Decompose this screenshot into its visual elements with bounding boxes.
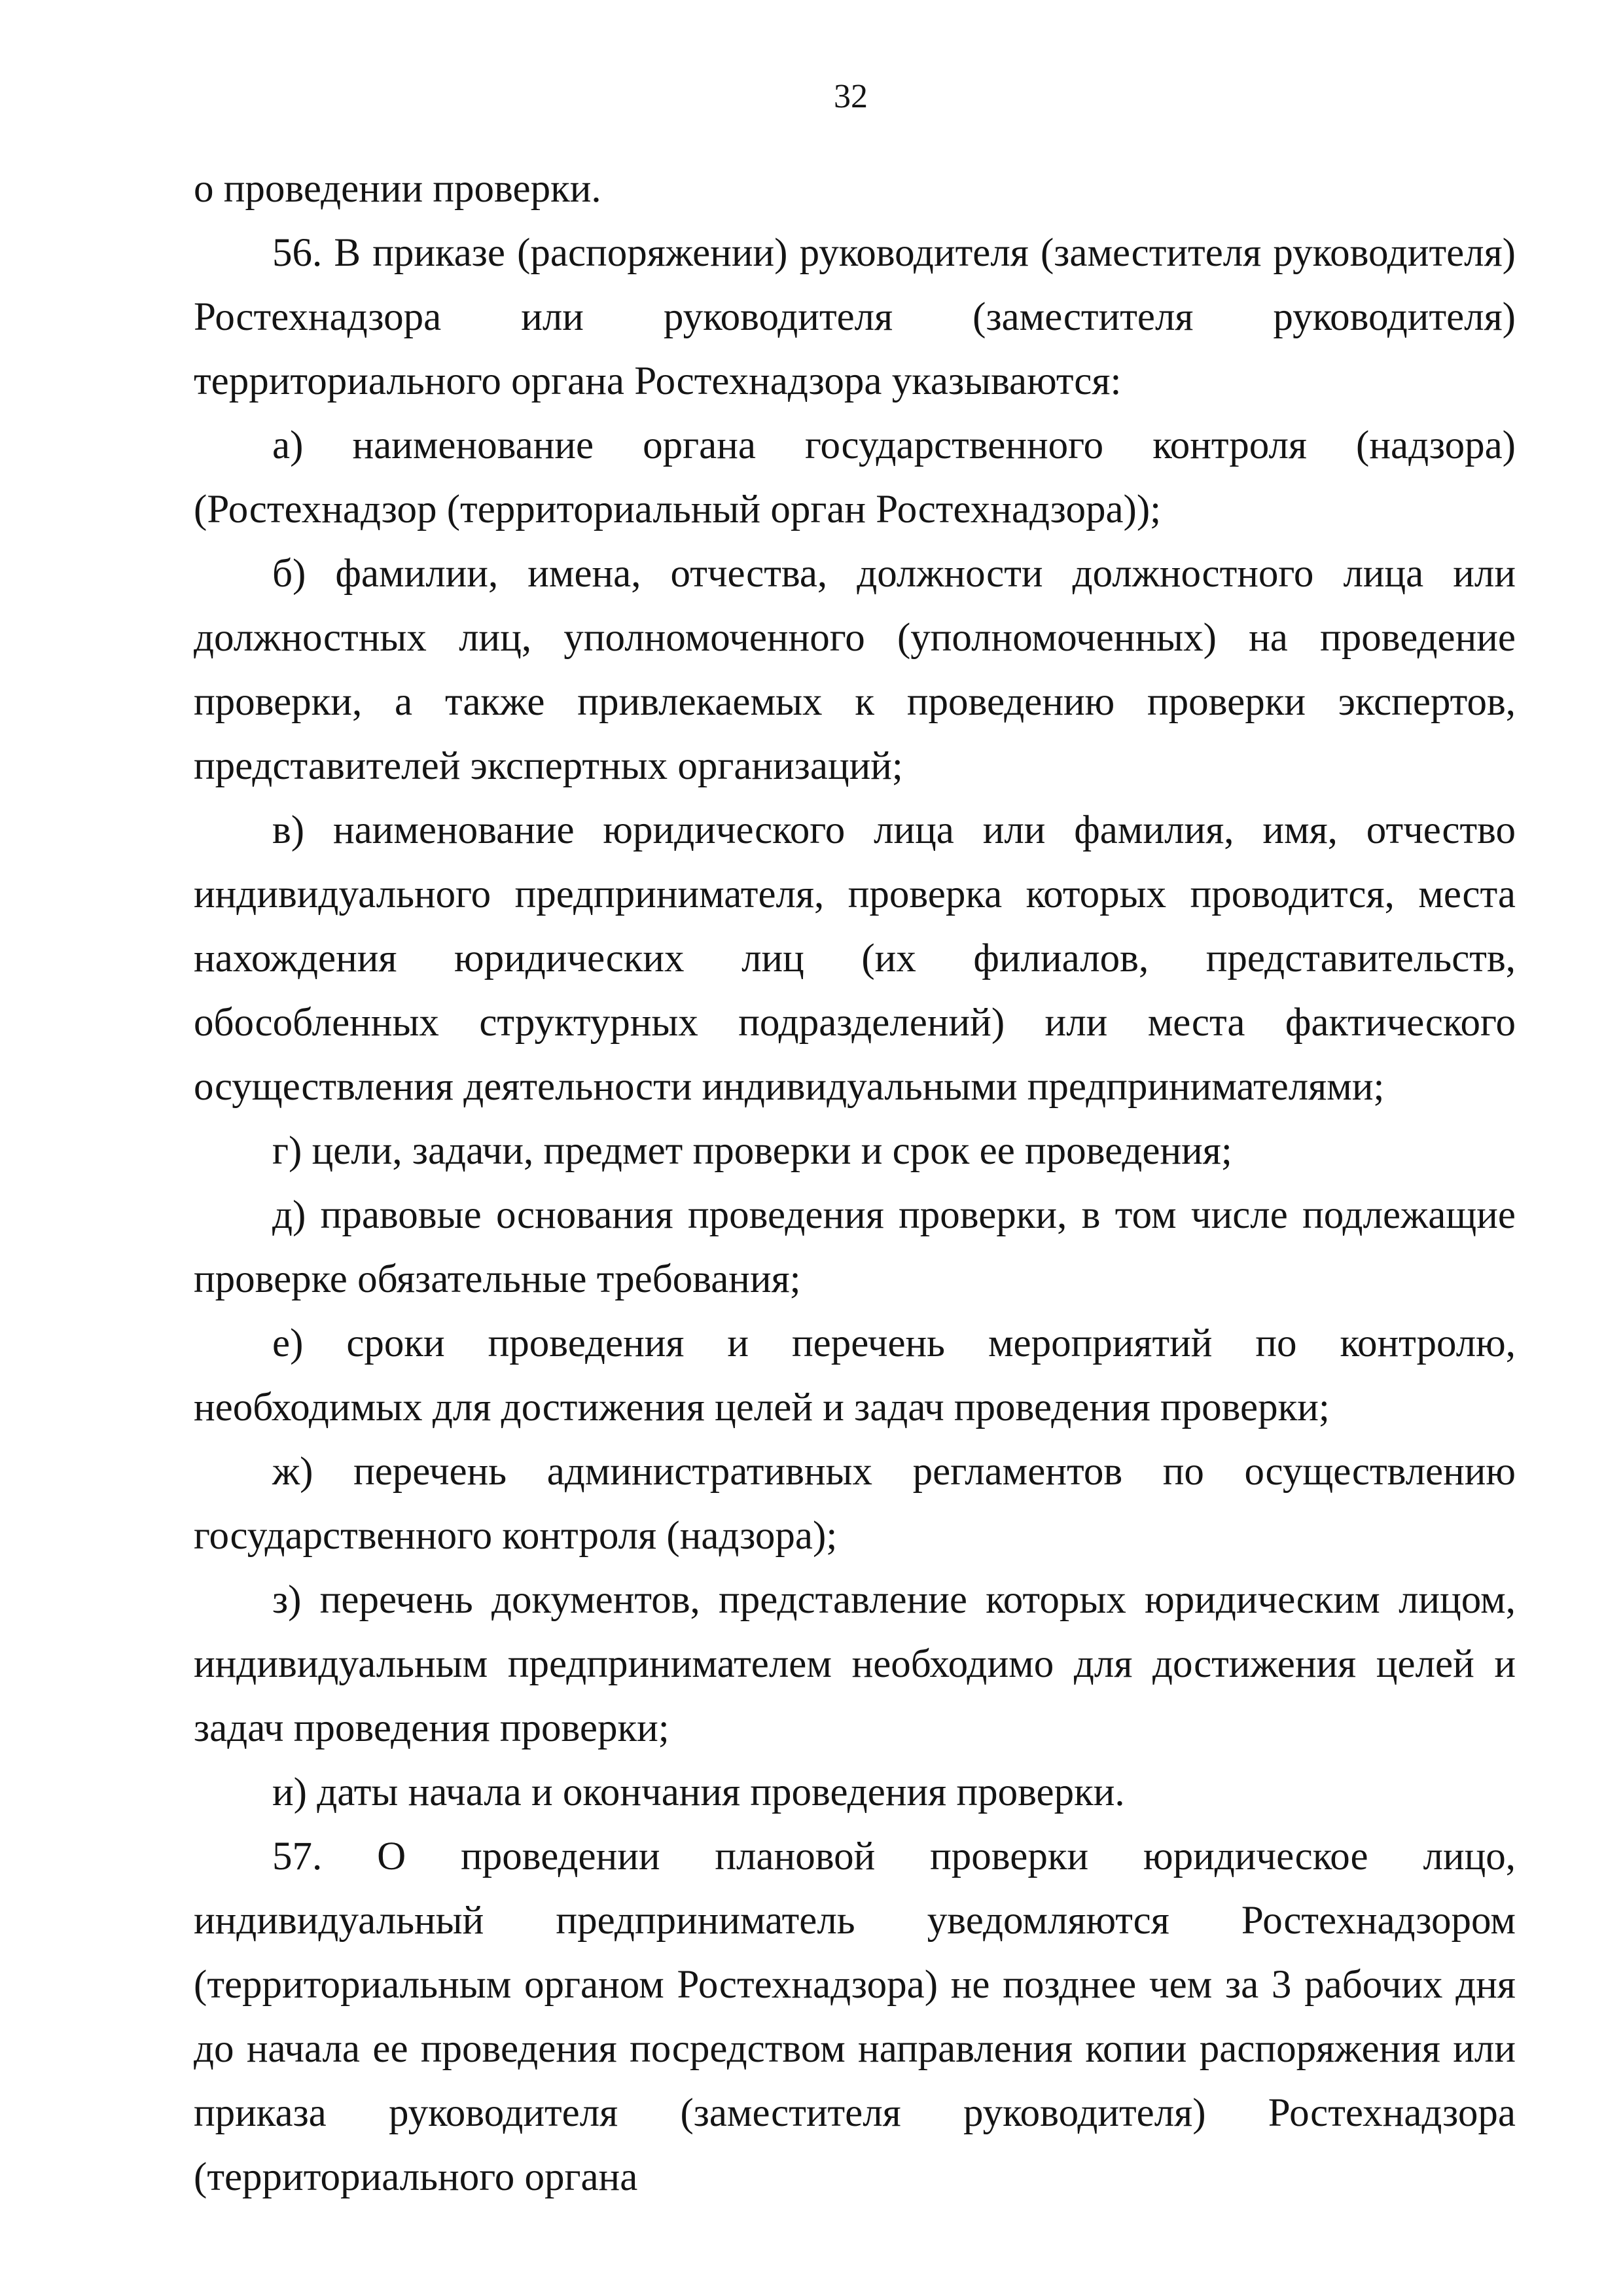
document-body: [194, 157, 1516, 2210]
list-item-d: д) правовые основания проведения проверки, в том числе подлежащие проверке обязательные требования;: [194, 1193, 1516, 1301]
paragraph-57: 57. О проведении плановой проверки юридическое лицо, индивидуальный предприниматель уведомляются Ростехнадзором (территориальным органом Ростехнадзора) не позднее чем за 3 рабочих дня до начала ее проведения посредством направления копии распоряжения или приказа руководителя (заместителя руководителя) Ростехнадзора (территориального органа: [194, 1835, 1516, 2199]
list-item-i: и) даты начала и окончания проведения проверки.: [272, 1770, 1125, 1814]
list-item-v: в) наименование юридического лица или фамилия, имя, отчество индивидуального предпринимателя, проверка которых проводится, места нахождения юридических лиц (их филиалов, представительств, обособленных структурных подразделений) или места фактического осуществления деятельности индивидуальными предпринимателями;: [194, 808, 1516, 1109]
list-item-a: а) наименование органа государственного контроля (надзора) (Ростехнадзор (территориальный орган Ростехнадзора));: [194, 423, 1516, 531]
paragraph-56: 56. В приказе (распоряжении) руководителя (заместителя руководителя) Ростехнадзора или руководителя (заместителя руководителя) территориального органа Ростехнадзора указываются:: [194, 231, 1516, 403]
paragraph-continuation: о проведении проверки.: [194, 167, 601, 211]
list-item-g: г) цели, задачи, предмет проверки и срок ее проведения;: [272, 1129, 1232, 1173]
list-item-zh: ж) перечень административных регламентов по осуществлению государственного контроля (надзора);: [194, 1450, 1516, 1558]
list-item-b: б) фамилии, имена, отчества, должности должностного лица или должностных лиц, уполномоченного (уполномоченных) на проведение проверки, а также привлекаемых к проведению проверки экспертов, представителей экспертных организаций;: [194, 552, 1516, 788]
page-number: 32: [834, 78, 868, 115]
list-item-e: е) сроки проведения и перечень мероприятий по контролю, необходимых для достижения целей и задач проведения проверки;: [194, 1321, 1516, 1429]
list-item-z: з) перечень документов, представление которых юридическим лицом, индивидуальным предпринимателем необходимо для достижения целей и задач проведения проверки;: [194, 1578, 1516, 1750]
